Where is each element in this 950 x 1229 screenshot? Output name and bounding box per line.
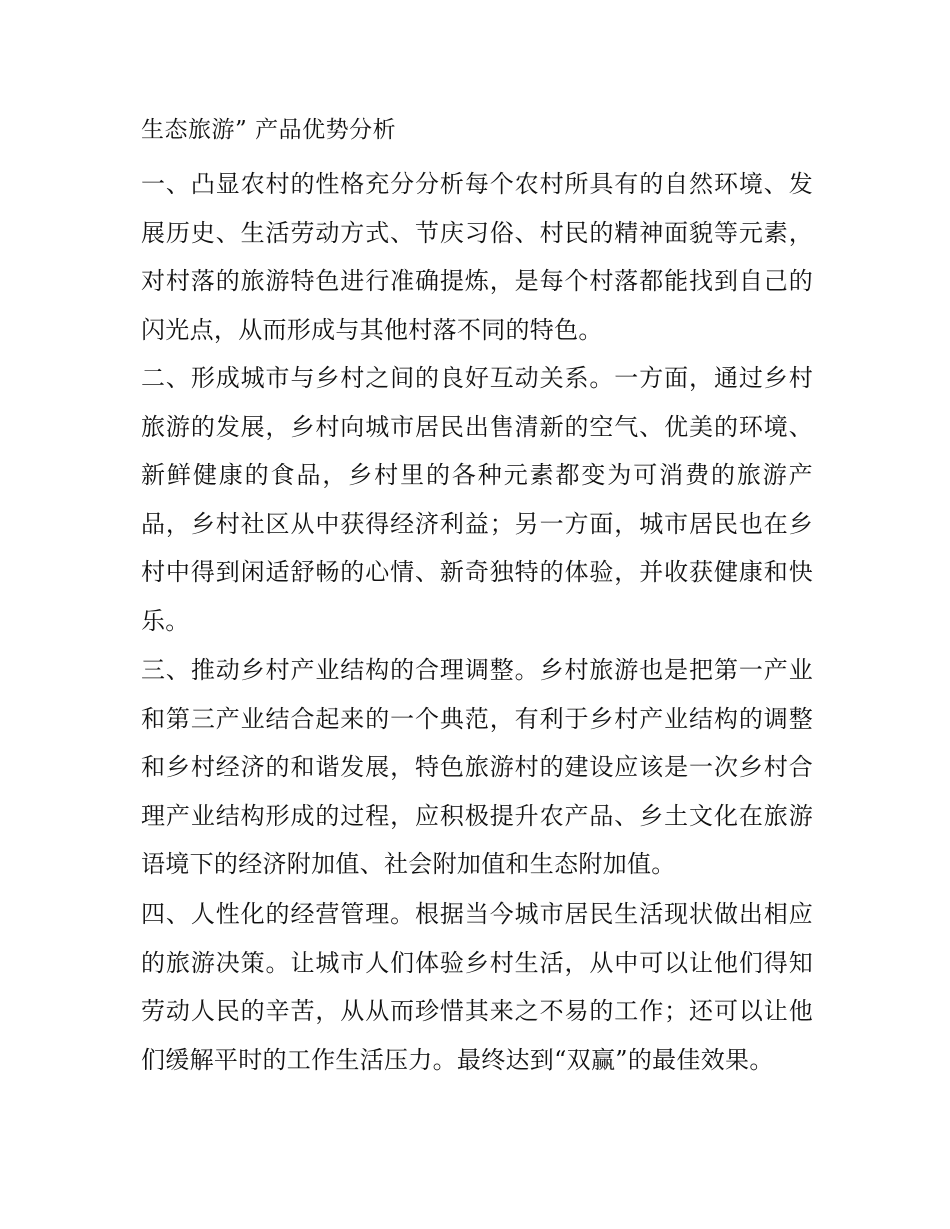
paragraph-1: 一、凸显农村的性格充分分析每个农村所具有的自然环境、发展历史、生活劳动方式、节庆习俗、村民的精神面貌等元素，对村落的旅游特色进行准确提炼，是每个村落都能找到自己的闪光点，从而形成与其他村落不同的特色。 — [141, 170, 813, 344]
paragraph-4: 四、人性化的经营管理。根据当今城市居民生活现状做出相应的旅游决策。让城市人们体验乡村生活，从中可以让他们得知劳动人民的辛苦，从从而珍惜其来之不易的工作；还可以让他们缓解平时的工作生活压力。最终达到“双赢”的最佳效果。 — [141, 900, 813, 1074]
paragraph-2: 二、形成城市与乡村之间的良好互动关系。一方面，通过乡村旅游的发展，乡村向城市居民出售清新的空气、优美的环境、新鲜健康的食品，乡村里的各种元素都变为可消费的旅游产品，乡村社区从中获得经济利益；另一方面，城市居民也在乡村中得到闲适舒畅的心情、新奇独特的体验，并收获健康和快乐。 — [141, 364, 813, 635]
paragraph-3: 三、推动乡村产业结构的合理调整。乡村旅游也是把第一产业和第三产业结合起来的一个典范，有利于乡村产业结构的调整和乡村经济的和谐发展，特色旅游村的建设应该是一次乡村合理产业结构形成的过程，应积极提升农产品、乡土文化在旅游语境下的经济附加值、社会附加值和生态附加值。 — [141, 656, 813, 878]
document-title: 生态旅游” 产品优势分析 — [141, 117, 397, 143]
